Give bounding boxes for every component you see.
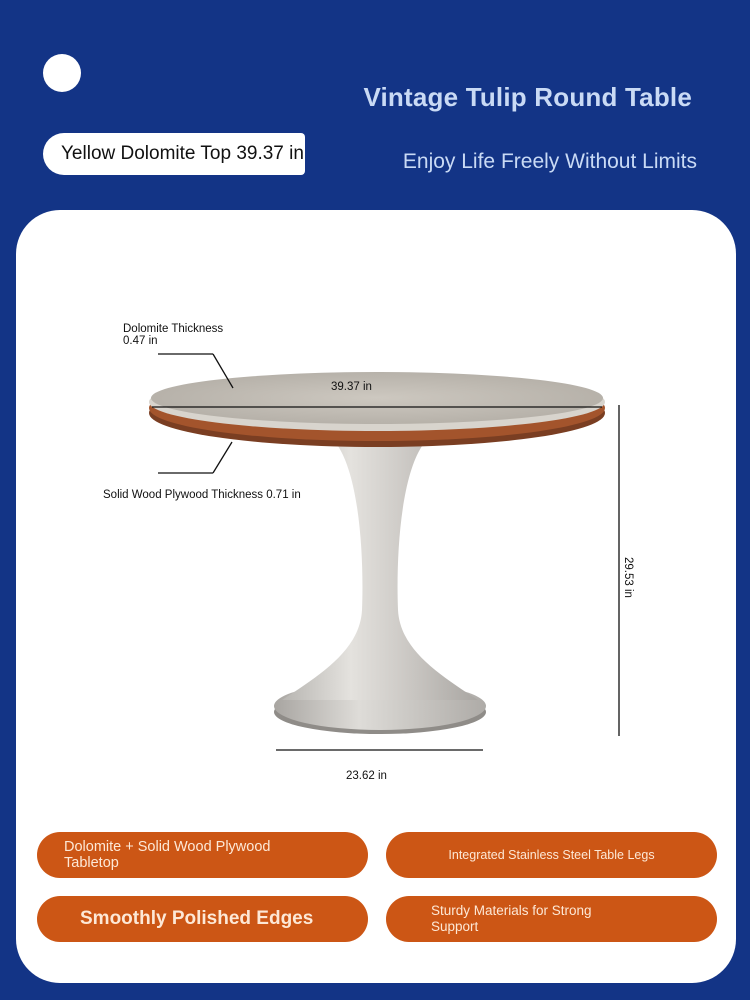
- table-stem: [282, 446, 478, 700]
- top-diameter-label: 39.37 in: [331, 381, 372, 393]
- dolomite-thickness-label: Dolomite Thickness: [123, 323, 224, 335]
- feature-tabletop: [37, 832, 368, 878]
- page-title: Vintage Tulip Round Table: [363, 82, 692, 112]
- feature-sturdy: [386, 896, 717, 942]
- base-diameter-label: 23.62 in: [346, 770, 387, 782]
- tabletop: [149, 372, 605, 447]
- dolomite-thickness-value: 0.47 in: [123, 335, 158, 347]
- height-label: 29.53 in: [622, 557, 634, 598]
- feature-tabletop-label: Dolomite + Solid Wood Plywood Tabletop: [64, 839, 271, 871]
- plywood-thickness-label: Solid Wood Plywood Thickness 0.71 in: [103, 489, 301, 501]
- product-badge-label: Yellow Dolomite Top 39.37 in: [61, 143, 304, 164]
- feature-sturdy-label: Sturdy Materials for Strong Support: [431, 903, 592, 934]
- feature-legs: [386, 832, 717, 878]
- page-subtitle: Enjoy Life Freely Without Limits: [402, 150, 697, 173]
- feature-legs-label: Integrated Stainless Steel Table Legs: [448, 848, 655, 862]
- feature-edges: [37, 896, 368, 942]
- feature-edges-label: Smoothly Polished Edges: [80, 908, 314, 929]
